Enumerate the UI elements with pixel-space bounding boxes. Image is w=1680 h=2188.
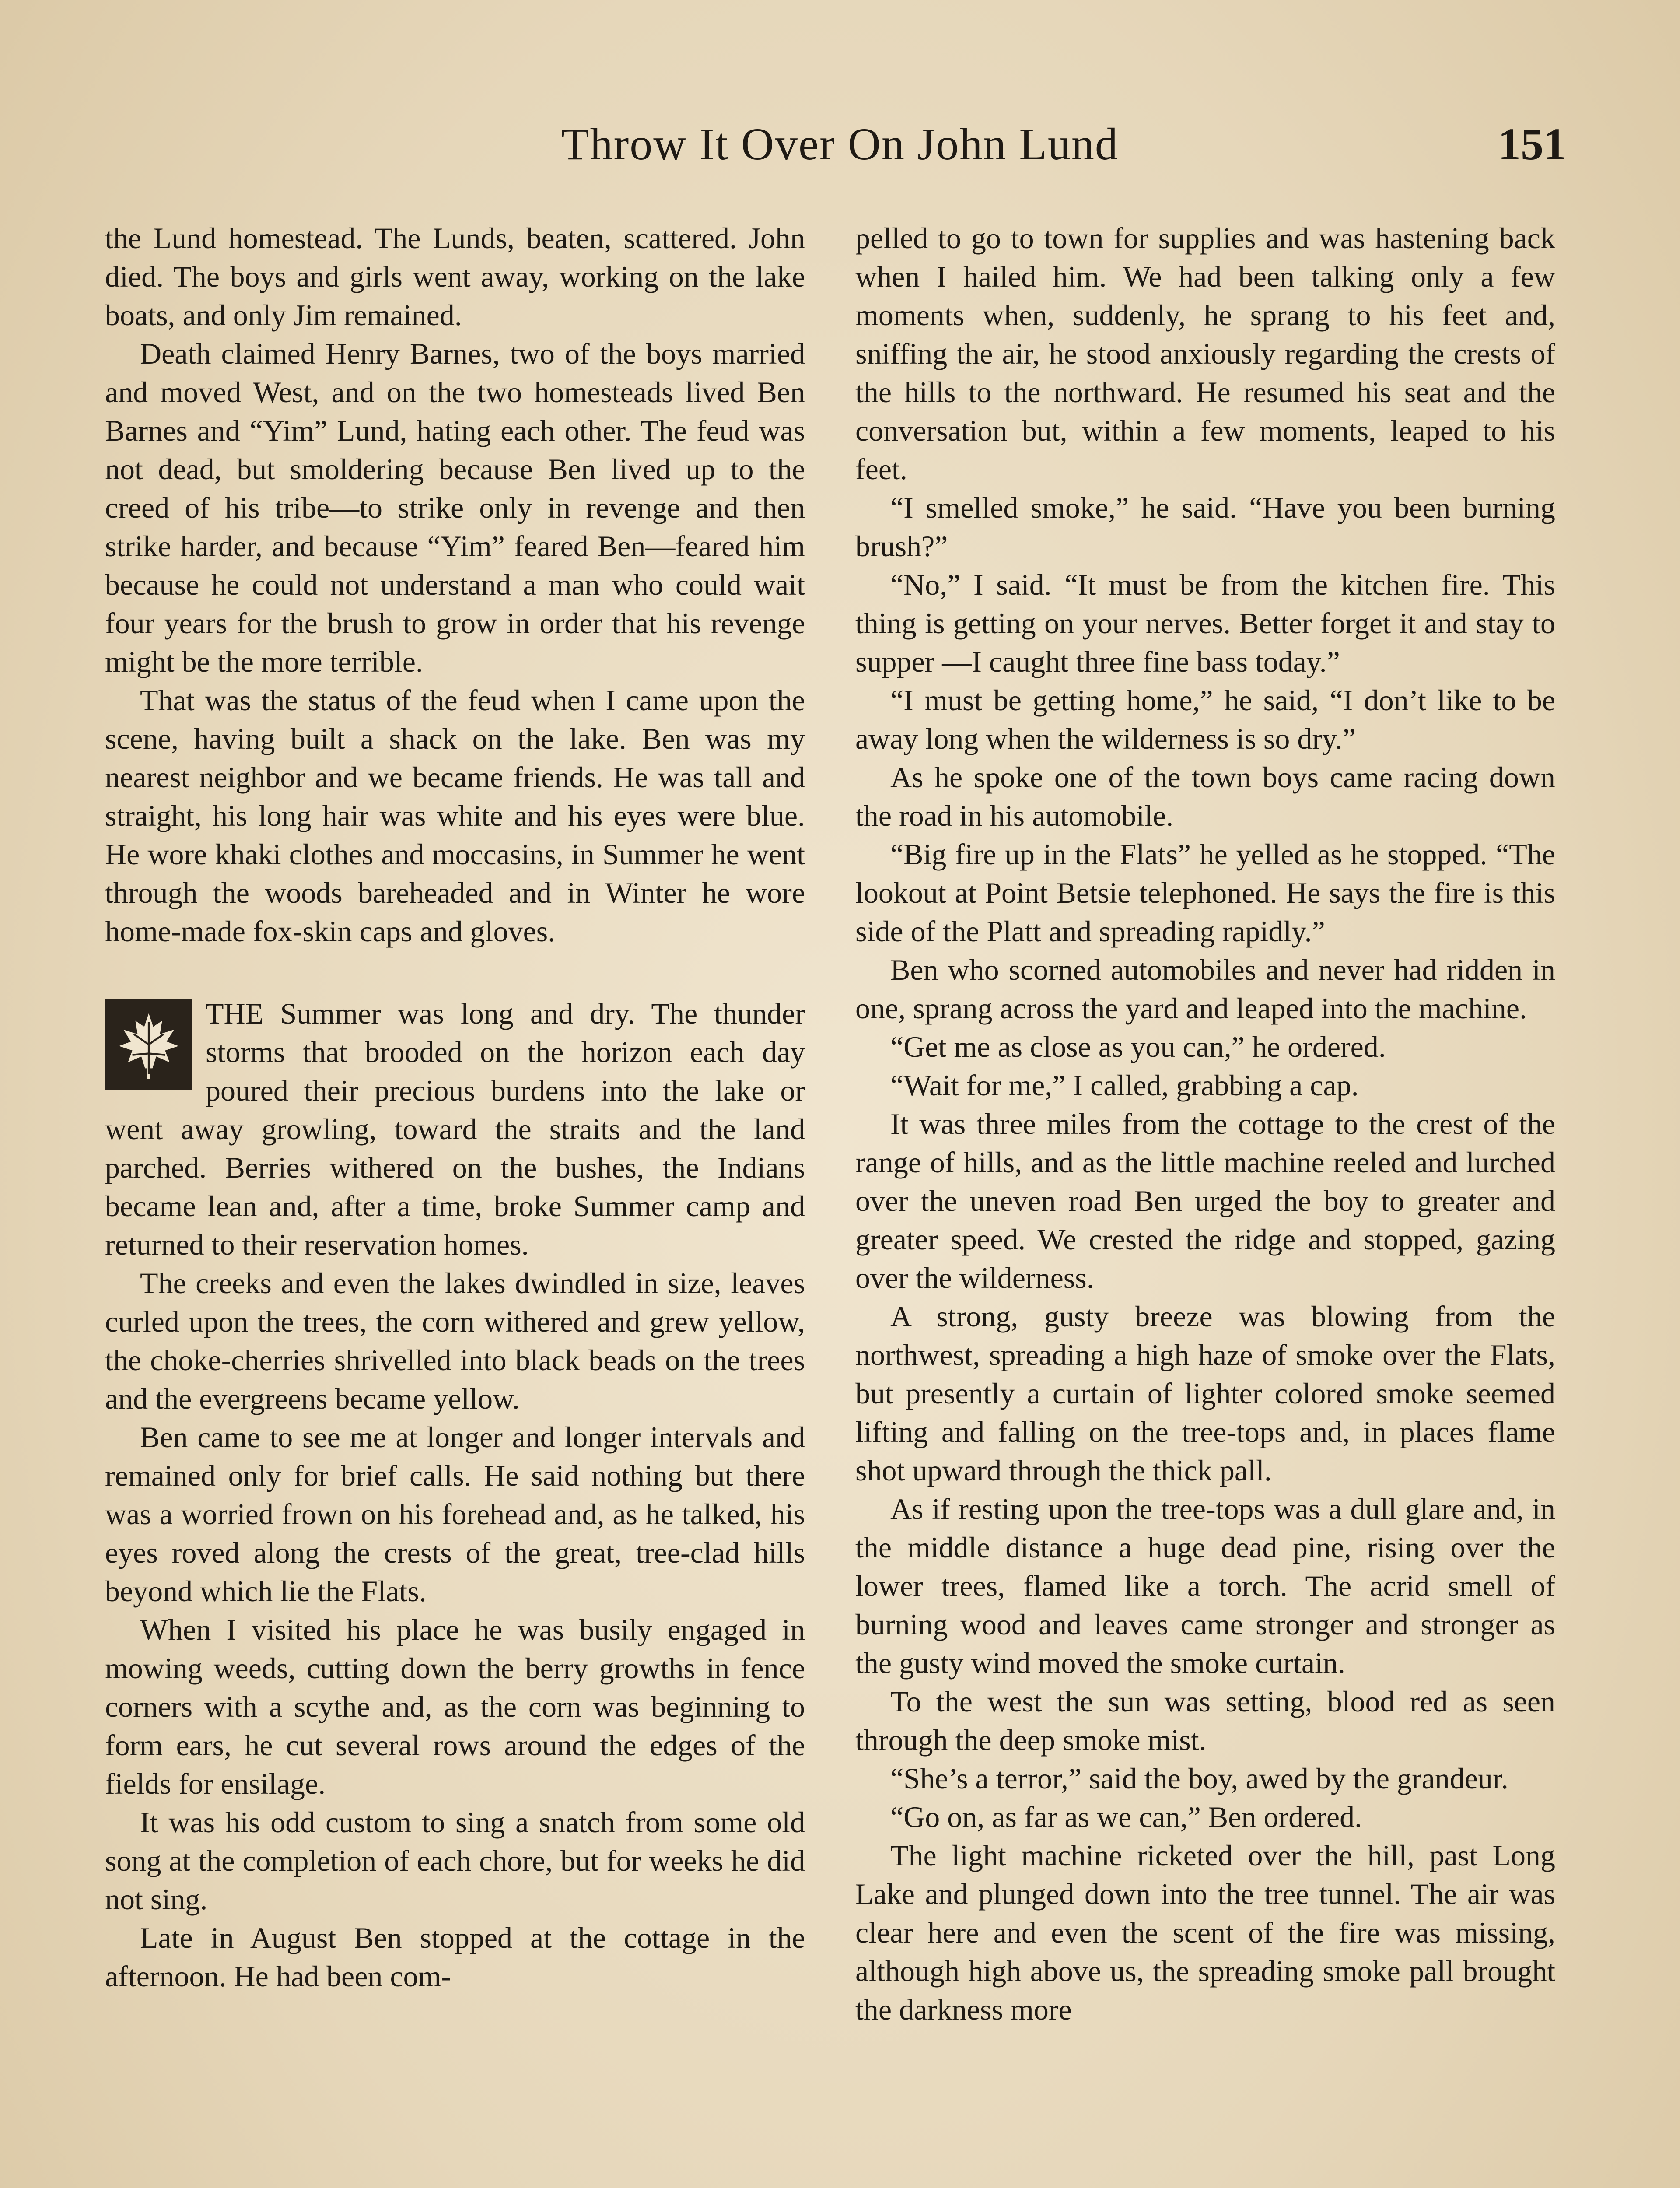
paragraph: “Big fire up in the Flats” he yelled as he stopped. “The lookout at Point Betsie telephoned. He says the fire is this side of the Platt and spreading rapidly.”	[855, 838, 1555, 948]
maple-leaf-icon	[105, 999, 192, 1090]
paragraph: Late in August Ben stopped at the cottage in the afternoon. He had been com-	[105, 1921, 805, 1993]
paragraph: pelled to go to town for supplies and was hastening back when I hailed him. We had been talking only a few moments when, suddenly, he sprang to his feet and, sniffing the air, he stood anxiously regarding the crests of the hills to the northward. He resumed his seat and the conversation but, within a few moments, leaped to his feet.	[855, 221, 1555, 486]
paragraph: As he spoke one of the town boys came racing down the road in his automobile.	[855, 761, 1555, 832]
paragraph: Ben came to see me at longer and longer intervals and remained only for brief calls. He said nothing but there was a worried frown on his forehead and, as he talked, his eyes roved along the crests of the great, tree-clad hills beyond which lie the Flats.	[105, 1420, 805, 1608]
paragraph: It was his odd custom to sing a snatch from some old song at the completion of each chore, but for weeks he did not sing.	[105, 1806, 805, 1916]
dropcap-section	[105, 994, 805, 1264]
paragraph: When I visited his place he was busily engaged in mowing weeds, cutting down the berry growths in fence corners with a scythe and, as the corn was beginning to form ears, he cut several rows around the edges of the fields for ensilage.	[105, 1613, 805, 1800]
paragraph: It was three miles from the cottage to the crest of the range of hills, and as the little machine reeled and lurched over the uneven road Ben urged the boy to greater and greater speed. We crested the ridge and stopped, gazing over the wilderness.	[855, 1107, 1555, 1294]
paragraph: A strong, gusty breeze was blowing from the northwest, spreading a high haze of smoke over the Flats, but presently a curtain of lighter colored smoke seemed lifting and falling on the tree-tops and, in places flame shot upward through the thick pall.	[855, 1300, 1555, 1487]
paragraph: the Lund homestead. The Lunds, beaten, scattered. John died. The boys and girls went away, working on the lake boats, and only Jim remained.	[105, 221, 805, 332]
paragraph: “She’s a terror,” said the boy, awed by the grandeur.	[890, 1762, 1508, 1795]
paragraph: “Wait for me,” I called, grabbing a cap.	[890, 1069, 1359, 1102]
right-column	[855, 219, 1555, 2029]
page-number: 151	[1498, 119, 1566, 169]
paragraph: “Get me as close as you can,” he ordered.	[890, 1030, 1386, 1063]
paragraph: The light machine ricketed over the hill, past Long Lake and plunged down into the tree tunnel. The air was clear here and even the scent of the fire was missing, although high above us, the spreading smoke pall brought the darkness more	[855, 1839, 1555, 2026]
dropcap-paragraph: THE Summer was long and dry. The thunder storms that brooded on the horizon each day poured their precious burdens into the lake or went away growling, toward the straits and the land parched. Berries withered on the bushes, the Indians became lean and, after a time, broke Summer camp and returned to their reservation homes.	[105, 997, 805, 1261]
paragraph: The creeks and even the lakes dwindled in size, leaves curled upon the trees, the corn withered and grew yellow, the choke-cherries shrivelled into black beads on the trees and the evergreens became yellow.	[105, 1266, 805, 1415]
paragraph: To the west the sun was setting, blood red as seen through the deep smoke mist.	[855, 1685, 1555, 1757]
paragraph: “Go on, as far as we can,” Ben ordered.	[890, 1800, 1362, 1834]
paragraph: Death claimed Henry Barnes, two of the boys married and moved West, and on the two homesteads lived Ben Barnes and “Yim” Lund, hating each other. The feud was not dead, but smoldering because Ben lived up to the creed of his tribe—to strike only in revenge and then strike harder, and because “Yim” feared Ben—feared him because he could not understand a man who could wait four years for the brush to grow in order that his revenge might be the more terrible.	[105, 337, 805, 678]
section-break	[105, 950, 805, 994]
paragraph: As if resting upon the tree-tops was a dull glare and, in the middle distance a huge dead pine, rising over the lower trees, flamed like a torch. The acrid smell of burning wood and leaves came stronger and stronger as the gusty wind moved the smoke curtain.	[855, 1492, 1555, 1680]
left-column	[105, 219, 805, 1995]
running-title: Throw It Over On John Lund	[561, 119, 1119, 169]
paragraph: “I smelled smoke,” he said. “Have you been burning brush?”	[855, 491, 1555, 563]
paragraph: Ben who scorned automobiles and never had ridden in one, sprang across the yard and leaped into the machine.	[855, 953, 1555, 1025]
paragraph: “I must be getting home,” he said, “I don’t like to be away long when the wilderness is so dry.”	[855, 684, 1555, 755]
paragraph: “No,” I said. “It must be from the kitchen fire. This thing is getting on your nerves. Better forget it and stay to supper —I caught three fine bass today.”	[855, 568, 1555, 678]
paragraph: That was the status of the feud when I came upon the scene, having built a shack on the lake. Ben was my nearest neighbor and we became friends. He was tall and straight, his long hair was white and his eyes were blue. He wore khaki clothes and moccasins, in Summer he went through the woods bareheaded and in Winter he wore home-made fox-skin caps and gloves.	[105, 684, 805, 948]
page-header	[105, 118, 1575, 179]
